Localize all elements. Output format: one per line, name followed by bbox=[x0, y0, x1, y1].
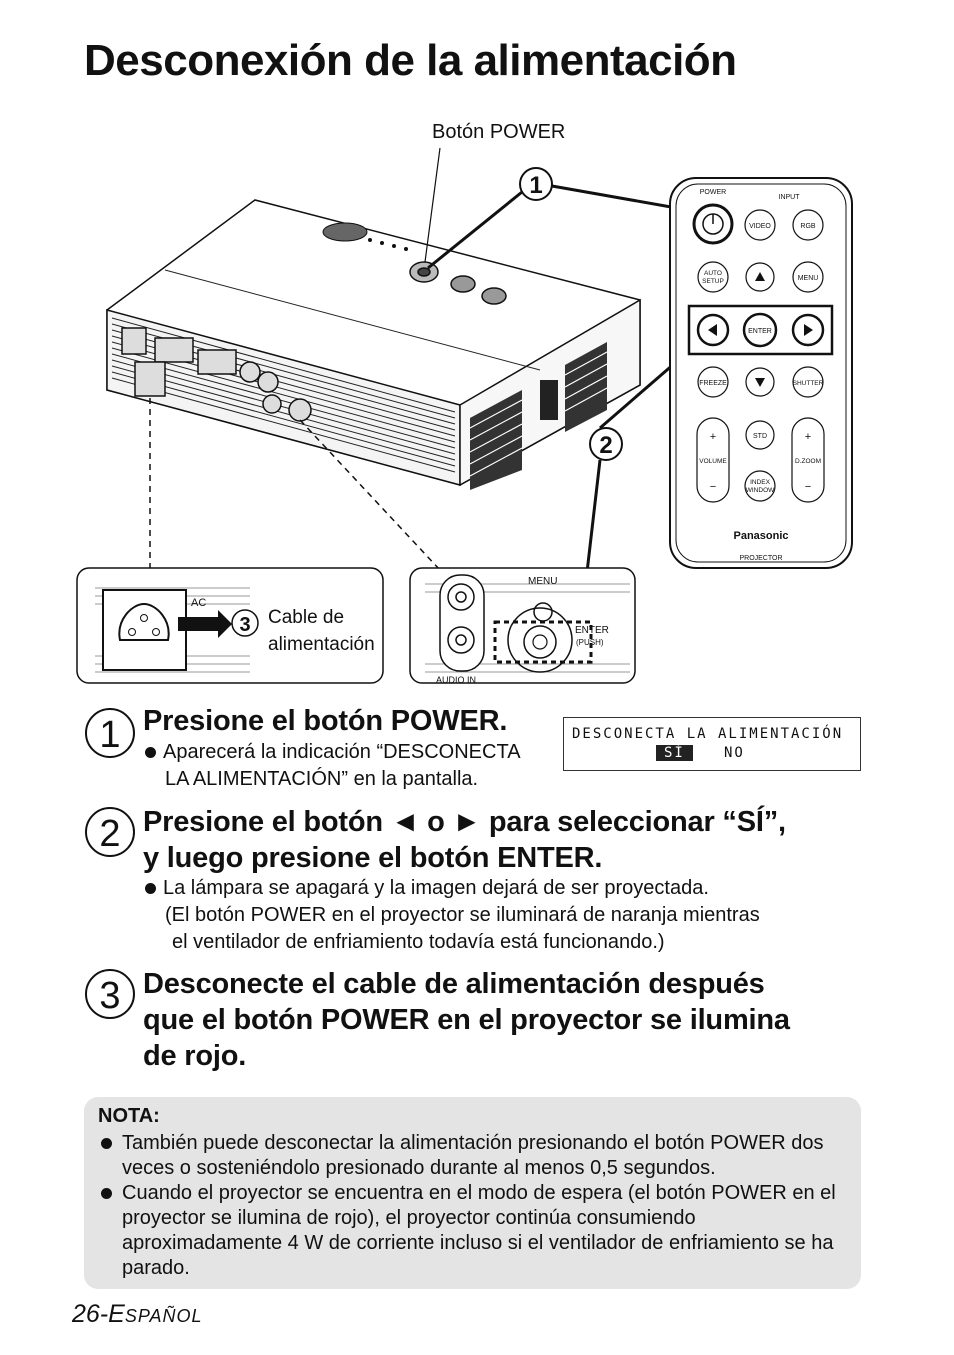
svg-text:Panasonic: Panasonic bbox=[733, 530, 789, 542]
footer-language: SPAÑOL bbox=[124, 1306, 203, 1326]
page-footer bbox=[72, 1300, 203, 1329]
step-2-number bbox=[84, 806, 136, 858]
svg-text:D.ZOOM: D.ZOOM bbox=[795, 458, 821, 465]
svg-text:VIDEO: VIDEO bbox=[749, 223, 771, 230]
svg-text:ENTER: ENTER bbox=[575, 625, 609, 636]
svg-text:(PUSH): (PUSH) bbox=[576, 638, 604, 647]
callout-2 bbox=[590, 428, 622, 460]
page-title: Desconexión de la alimentación bbox=[84, 36, 737, 85]
svg-text:WINDOW: WINDOW bbox=[745, 487, 775, 494]
inset-ac-inlet bbox=[77, 568, 383, 683]
svg-text:INDEX: INDEX bbox=[750, 479, 770, 486]
callout-1 bbox=[520, 168, 552, 200]
step-3-number bbox=[84, 968, 136, 1020]
step-1-heading: Presione el botón POWER. bbox=[143, 705, 508, 737]
svg-text:VOLUME: VOLUME bbox=[699, 458, 727, 465]
svg-text:3: 3 bbox=[239, 614, 251, 636]
svg-text:AUTO: AUTO bbox=[704, 270, 722, 277]
note-title: NOTA: bbox=[98, 1105, 160, 1127]
bullet-icon bbox=[101, 1188, 112, 1199]
cable-label-line-2: alimentación bbox=[268, 634, 375, 655]
power-button-label: Botón POWER bbox=[432, 121, 566, 143]
bullet-icon bbox=[101, 1138, 112, 1149]
svg-text:INPUT: INPUT bbox=[778, 194, 800, 201]
svg-text:+: + bbox=[804, 431, 812, 443]
step-3-heading-line-1: Desconecte el cable de alimentación después bbox=[143, 968, 765, 1000]
svg-text:RGB: RGB bbox=[800, 223, 816, 230]
bullet-icon bbox=[145, 883, 156, 894]
svg-text:1: 1 bbox=[99, 714, 121, 756]
svg-text:−: − bbox=[804, 481, 812, 493]
screen-option-no: NO bbox=[724, 745, 745, 761]
remote-control bbox=[670, 178, 852, 568]
svg-text:STD: STD bbox=[753, 433, 767, 440]
svg-text:AC: AC bbox=[191, 597, 207, 609]
svg-text:MENU: MENU bbox=[528, 576, 558, 587]
svg-text:−: − bbox=[709, 481, 717, 493]
step-3-heading-line-3: de rojo. bbox=[143, 1040, 247, 1072]
bullet-icon bbox=[145, 747, 156, 758]
projector-illustration bbox=[0, 110, 954, 700]
step-3-heading-line-2: que el botón POWER en el proyector se ilumina bbox=[143, 1004, 790, 1036]
svg-text:1: 1 bbox=[529, 172, 543, 199]
screen-option-yes: SÍ bbox=[656, 745, 693, 761]
note-box bbox=[84, 1097, 861, 1289]
note-item-2: Cuando el proyector se encuentra en el modo de espera (el botón POWER en el proyector se ilumina de rojo), el proyector continúa consumiendo aproximadamente 4 W de corriente incluso si el ventilador de enfriamiento se ha parado. bbox=[98, 1181, 848, 1281]
svg-text:POWER: POWER bbox=[699, 189, 727, 196]
screen-message-text: DESCONECTA LA ALIMENTACIÓN bbox=[572, 726, 844, 742]
inset-control-panel bbox=[410, 568, 635, 685]
svg-text:2: 2 bbox=[99, 813, 121, 855]
svg-text:MENU: MENU bbox=[797, 275, 819, 282]
step-2-text: La lámpara se apagará y la imagen dejará de ser proyectada. (El botón POWER en el proyector se iluminará de naranja mientras el ventilador de enfriamiento todavía está funcionando.) bbox=[143, 875, 883, 956]
on-screen-message bbox=[563, 717, 861, 771]
step-2-heading-line-2: y luego presione el botón ENTER. bbox=[143, 842, 603, 874]
svg-text:+: + bbox=[709, 431, 717, 443]
svg-text:PROJECTOR: PROJECTOR bbox=[739, 555, 783, 562]
svg-text:SETUP: SETUP bbox=[702, 278, 724, 285]
svg-text:AUDIO IN: AUDIO IN bbox=[436, 675, 477, 685]
cable-label-line-1: Cable de bbox=[268, 607, 345, 628]
footer-language-initial: E bbox=[108, 1300, 125, 1328]
step-1-number bbox=[84, 707, 136, 759]
svg-text:FREEZE: FREEZE bbox=[699, 380, 727, 387]
svg-text:ENTER: ENTER bbox=[748, 328, 772, 335]
step-2-heading-line-1: Presione el botón ◄ o ► para seleccionar “SÍ”, bbox=[143, 806, 786, 838]
page-number: 26- bbox=[72, 1300, 109, 1328]
step-1-text: Aparecerá la indicación “DESCONECTA LA ALIMENTACIÓN” en la pantalla. bbox=[143, 739, 553, 793]
svg-text:SHUTTER: SHUTTER bbox=[792, 380, 824, 387]
note-item-1: También puede desconectar la alimentación presionando el botón POWER dos veces o sosteniéndolo presionado durante al menos 0,5 segundos. bbox=[98, 1131, 848, 1181]
svg-text:2: 2 bbox=[599, 432, 613, 459]
svg-text:3: 3 bbox=[99, 975, 121, 1017]
